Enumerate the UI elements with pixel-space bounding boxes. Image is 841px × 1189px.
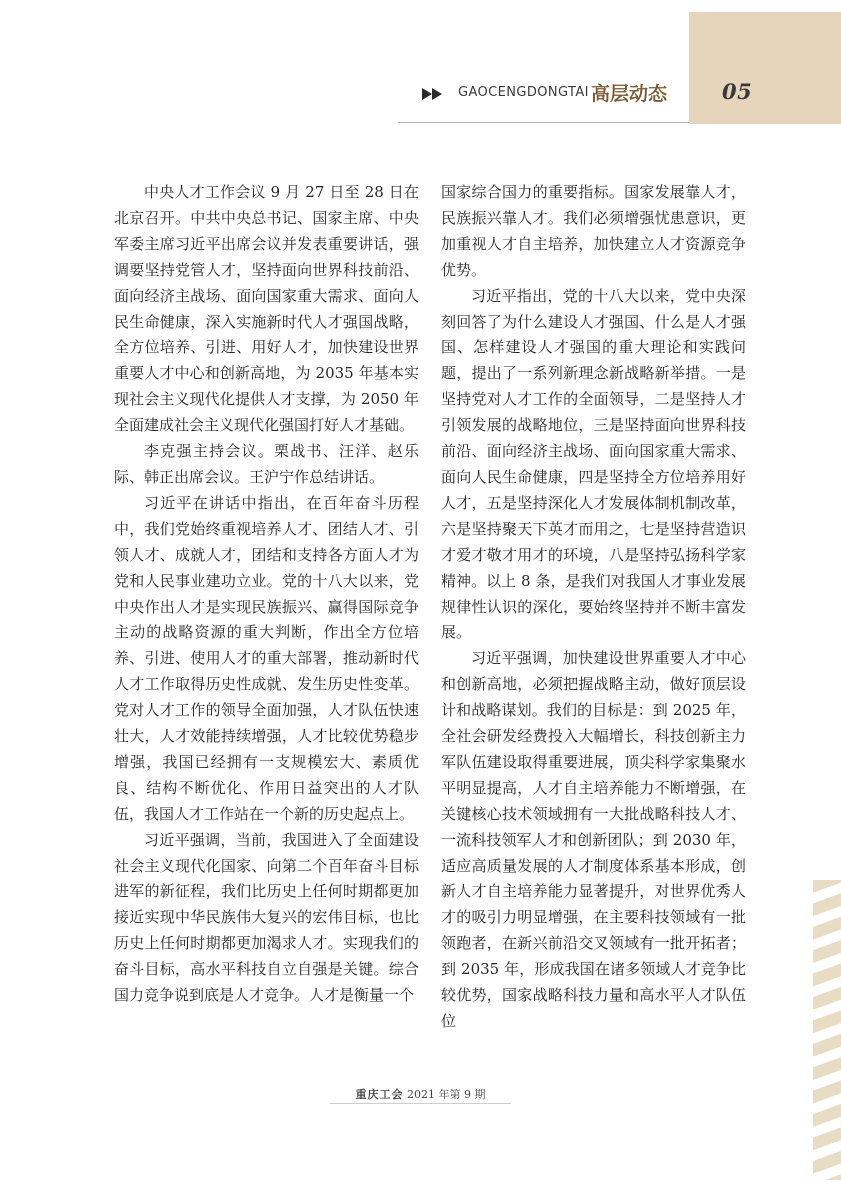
paragraph-continued: 国家综合国力的重要指标。国家发展靠人才，民族振兴靠人才。我们必须增强忧患意识，更加重视人才自主培养，加快建立人才资源竞争优势。: [441, 183, 746, 279]
section-title-en: GAOCENGDONGTAI: [458, 85, 589, 100]
paragraph: 中央人才工作会议 9 月 27 日至 28 日在北京召开。中共中央总书记、国家主席、中央军委主席习近平出席会议并发表重要讲话，强调要坚持党管人才，坚持面向世界科技前沿、面向经济主战场、面向国家重大需求、面向人民生命健康，深入实施新时代人才强国战略，全方位培养、引进、用好人才，加快建设世界重要人才中心和创新高地，为 2035 年基本实现社会主义现代化提供人才支撑，为 2050 年全面建成社会主义现代化强国打好人才基础。: [114, 183, 419, 435]
paragraph: 习近平强调，当前，我国进入了全面建设社会主义现代化国家、向第二个百年奋斗目标进军的新征程，我们比历史上任何时期都更加接近实现中华民族伟大复兴的宏伟目标，也比历史上任何时期都更加渴求人才。实现我们的奋斗目标，高水平科技自立自强是关键。综合国力竞争说到底是人才竞争。人才是衡量一个: [114, 830, 419, 1005]
page-number-tab: [689, 12, 841, 124]
paragraph: 习近平在讲话中指出，在百年奋斗历程中，我们党始终重视培养人才、团结人才、引领人才、成就人才，团结和支持各方面人才为党和人民事业建功立业。党的十八大以来，党中央作出人才是实现民族振兴、赢得国际竞争主动的战略资源的重大判断，作出全方位培养、引进、使用人才的重大部署，推动新时代人才工作取得历史性成就、发生历史性变革。党对人才工作的领导全面加强，人才队伍快速壮大，人才效能持续增强，人才比较优势稳步增强，我国已经拥有一支规模宏大、素质优良、结构不断优化、作用日益突出的人才队伍，我国人才工作站在一个新的历史起点上。: [114, 493, 419, 823]
article-column-right: [441, 180, 746, 1035]
issue-label: 2021 年第 9 期: [407, 1088, 486, 1101]
header-rule: [398, 122, 689, 123]
paragraph: 习近平强调，加快建设世界重要人才中心和创新高地，必须把握战略主动，做好顶层设计和战略谋划。我们的目标是：到 2025 年，全社会研发经费投入大幅增长，科技创新主力军队伍建设取得重要进展，顶尖科学家集聚水平明显提高，人才自主培养能力不断增强，在关键核心技术领域拥有一大批战略科技人才、一流科技领军人才和创新团队；到 2030 年，适应高质量发展的人才制度体系基本形成，创新人才自主培养能力显著提升，对世界优秀人才的吸引力明显增强，在主要科技领域有一批领跑者，在新兴前沿交叉领域有一批开拓者；到 2035 年，形成我国在诸多领域人才竞争比较优势，国家战略科技力量和高水平人才队伍位: [441, 649, 746, 1030]
article-column-left: [114, 180, 419, 1009]
journal-name: 重庆工会: [355, 1088, 404, 1101]
paragraph: 习近平指出，党的十八大以来，党中央深刻回答了为什么建设人才强国、什么是人才强国、怎样建设人才强国的重大理论和实践问题，提出了一系列新理念新战略新举措。一是坚持党对人才工作的全面领导，二是坚持人才引领发展的战略地位，三是坚持面向世界科技前沿、面向经济主战场、面向国家重大需求、面向人民生命健康，四是坚持全方位培养用好人才，五是坚持深化人才发展体制机制改革，六是坚持聚天下英才而用之，七是坚持营造识才爱才敬才用才的环境，八是坚持弘扬科学家精神。以上 8 条，是我们对我国人才事业发展规律性认识的深化，要始终坚持并不断丰富发展。: [441, 286, 746, 642]
double-arrow-icon: [422, 88, 444, 100]
paragraph: 李克强主持会议。栗战书、汪洋、赵乐际、韩正出席会议。王沪宁作总结讲话。: [114, 442, 419, 486]
decorative-stripes: [813, 880, 841, 1180]
page-footer: [0, 1086, 841, 1102]
section-title-cn: 高层动态: [591, 83, 668, 105]
page-number: 05: [722, 79, 753, 104]
footer-rule: [330, 1103, 511, 1104]
